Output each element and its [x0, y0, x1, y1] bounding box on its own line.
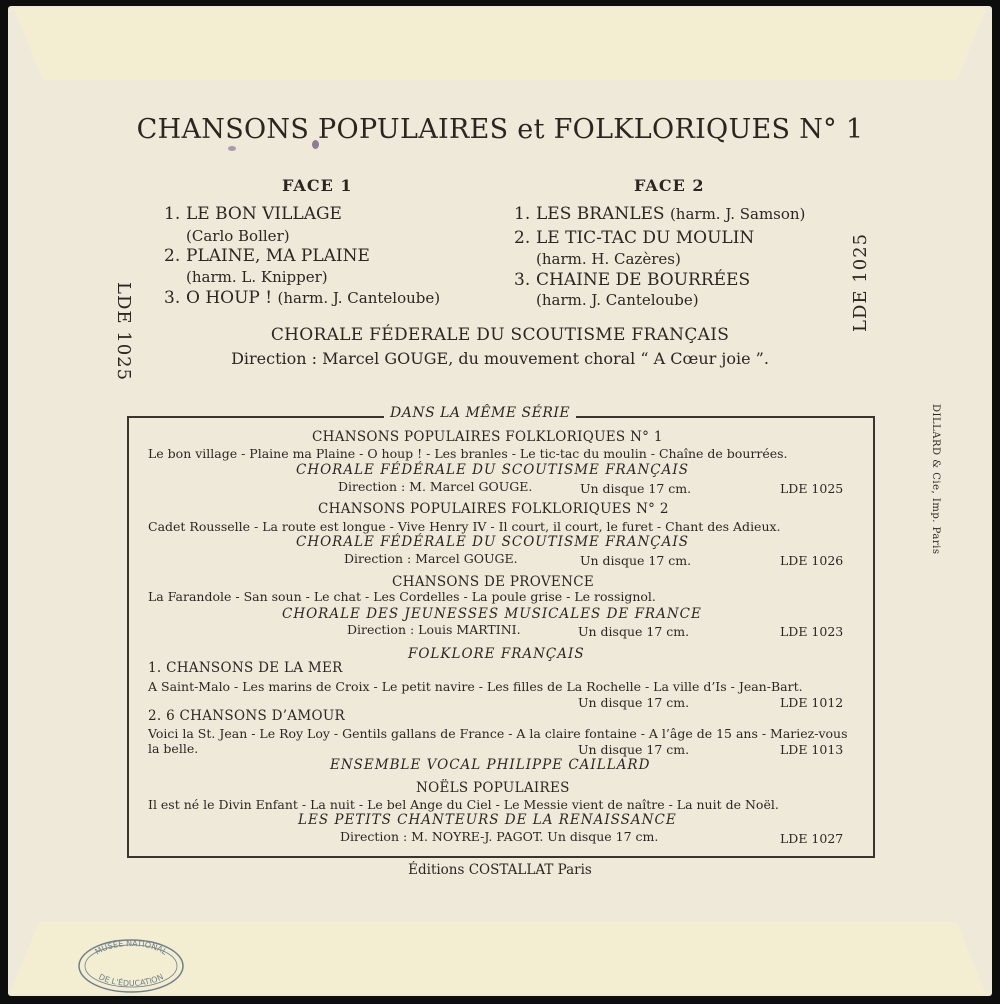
catalog-number-right: LDE 1025: [850, 232, 871, 332]
folklore-part2-title: 2. 6 CHANSONS D’AMOUR: [148, 708, 345, 724]
face1-track-1: [164, 204, 342, 225]
face1-heading: FACE 1: [282, 176, 353, 195]
series-title-2: CHANSONS POPULAIRES FOLKLORIQUES N° 2: [318, 501, 669, 517]
folklore-part2-format: Un disque 17 cm.: [578, 742, 690, 757]
series-songs-5: Il est né le Divin Enfant - La nuit - Le bel Ange du Ciel - Le Messie vient de naître - La nuit de Noël.: [148, 797, 779, 812]
stamp-text-bottom: DE L'ÉDUCATION: [97, 972, 165, 988]
folklore-part1-ref: LDE 1012: [780, 695, 844, 710]
track-number: 1.: [164, 204, 181, 224]
face1-track-2: [164, 246, 370, 267]
series-performer-1: CHORALE FÉDÉRALE DU SCOUTISME FRANÇAIS: [296, 462, 689, 478]
track-title: LES BRANLES: [536, 204, 665, 224]
face2-track-2-credit: (harm. H. Cazères): [536, 250, 681, 268]
track-credit: (harm. J. Canteloube): [277, 289, 441, 307]
folklore-part2-songs-cont: la belle.: [148, 741, 199, 756]
track-title: LE TIC-TAC DU MOULIN: [536, 228, 755, 248]
folklore-part2-ref: LDE 1013: [780, 742, 844, 757]
series-ref-1: LDE 1025: [780, 481, 844, 496]
track-title: CHAINE DE BOURRÉES: [536, 270, 751, 290]
folklore-heading: FOLKLORE FRANÇAIS: [408, 646, 585, 662]
series-performer-2: CHORALE FÉDÉRALE DU SCOUTISME FRANÇAIS: [296, 534, 689, 550]
folklore-part1-title: 1. CHANSONS DE LA MER: [148, 660, 343, 676]
stamp-text-top: MUSÉE NATIONAL: [93, 938, 169, 957]
series-format-2: Un disque 17 cm.: [580, 553, 692, 568]
series-format-1: Un disque 17 cm.: [580, 481, 692, 496]
track-number: 2.: [164, 246, 181, 266]
series-performer-3: CHORALE DES JEUNESSES MUSICALES DE FRANCE: [282, 606, 702, 622]
series-direction-5: Direction : M. NOYRE-J. PAGOT. Un disque 17 cm.: [340, 829, 659, 844]
track-credit: (harm. J. Samson): [669, 205, 806, 223]
face2-track-3: [514, 270, 751, 291]
series-ref-3: LDE 1023: [780, 624, 844, 639]
face2-track-1: [514, 204, 806, 225]
ink-stain: [228, 146, 236, 151]
series-legend: DANS LA MÊME SÉRIE: [384, 405, 576, 421]
track-number: 3.: [164, 288, 181, 308]
chorale-direction: Direction : Marcel GOUGE, du mouvement choral “ A Cœur joie ”.: [231, 349, 769, 368]
folklore-part1-songs: A Saint-Malo - Les marins de Croix - Le petit navire - Les filles de La Rochelle - La ville d’Is - Jean-Bart.: [148, 679, 803, 694]
face2-track-2: [514, 228, 755, 249]
series-title-1: CHANSONS POPULAIRES FOLKLORIQUES N° 1: [312, 429, 663, 445]
series-title-5: NOËLS POPULAIRES: [416, 780, 570, 796]
folklore-part1-format: Un disque 17 cm.: [578, 695, 690, 710]
catalog-number-left: LDE 1025: [113, 282, 134, 382]
track-number: 2.: [514, 228, 531, 248]
face2-heading: FACE 2: [634, 176, 705, 195]
museum-stamp: [77, 938, 185, 994]
series-direction-2: Direction : Marcel GOUGE.: [344, 551, 518, 566]
series-format-3: Un disque 17 cm.: [578, 624, 690, 639]
series-direction-1: Direction : M. Marcel GOUGE.: [338, 479, 533, 494]
publisher: Éditions COSTALLAT Paris: [408, 862, 592, 878]
svg-text:MUSÉE NATIONAL: [94, 938, 170, 957]
series-songs-3: La Farandole - San soun - Le chat - Les Cordelles - La poule grise - Le rossignol.: [148, 589, 656, 604]
page-title: CHANSONS POPULAIRES et FOLKLORIQUES N° 1: [136, 114, 864, 145]
folklore-part2-songs: Voici la St. Jean - Le Roy Loy - Gentils gallans de France - A la claire fontaine - A l’âge de 15 ans - Mariez-vous: [148, 726, 848, 741]
series-direction-3: Direction : Louis MARTINI.: [347, 622, 521, 637]
track-title: LE BON VILLAGE: [186, 204, 342, 224]
folklore-performer: ENSEMBLE VOCAL PHILIPPE CAILLARD: [330, 757, 651, 773]
face1-track-2-credit: (harm. L. Knipper): [186, 268, 328, 286]
track-title: PLAINE, MA PLAINE: [186, 246, 370, 266]
face1-track-1-credit: (Carlo Boller): [186, 227, 290, 245]
series-songs-1: Le bon village - Plaine ma Plaine - O houp ! - Les branles - Le tic-tac du moulin - Chaîne de bourrées.: [148, 446, 788, 461]
series-songs-2: Cadet Rousselle - La route est longue - Vive Henry IV - Il court, il court, le furet - Chant des Adieux.: [148, 519, 781, 534]
face2-track-3-credit: (harm. J. Canteloube): [536, 291, 699, 309]
svg-text:DE L'ÉDUCATION: [97, 972, 165, 988]
printer-credit: DILLARD & Cie, Imp. Paris: [930, 404, 941, 555]
chorale-name: CHORALE FÉDERALE DU SCOUTISME FRANÇAIS: [270, 325, 730, 345]
track-number: 3.: [514, 270, 531, 290]
series-title-3: CHANSONS DE PROVENCE: [392, 574, 594, 590]
face1-track-3: [164, 288, 441, 309]
series-ref-5: LDE 1027: [780, 831, 844, 846]
top-flap: [14, 8, 986, 80]
series-performer-5: LES PETITS CHANTEURS DE LA RENAISSANCE: [298, 812, 677, 828]
series-ref-2: LDE 1026: [780, 553, 844, 568]
track-title: O HOUP !: [186, 288, 273, 308]
track-number: 1.: [514, 204, 531, 224]
